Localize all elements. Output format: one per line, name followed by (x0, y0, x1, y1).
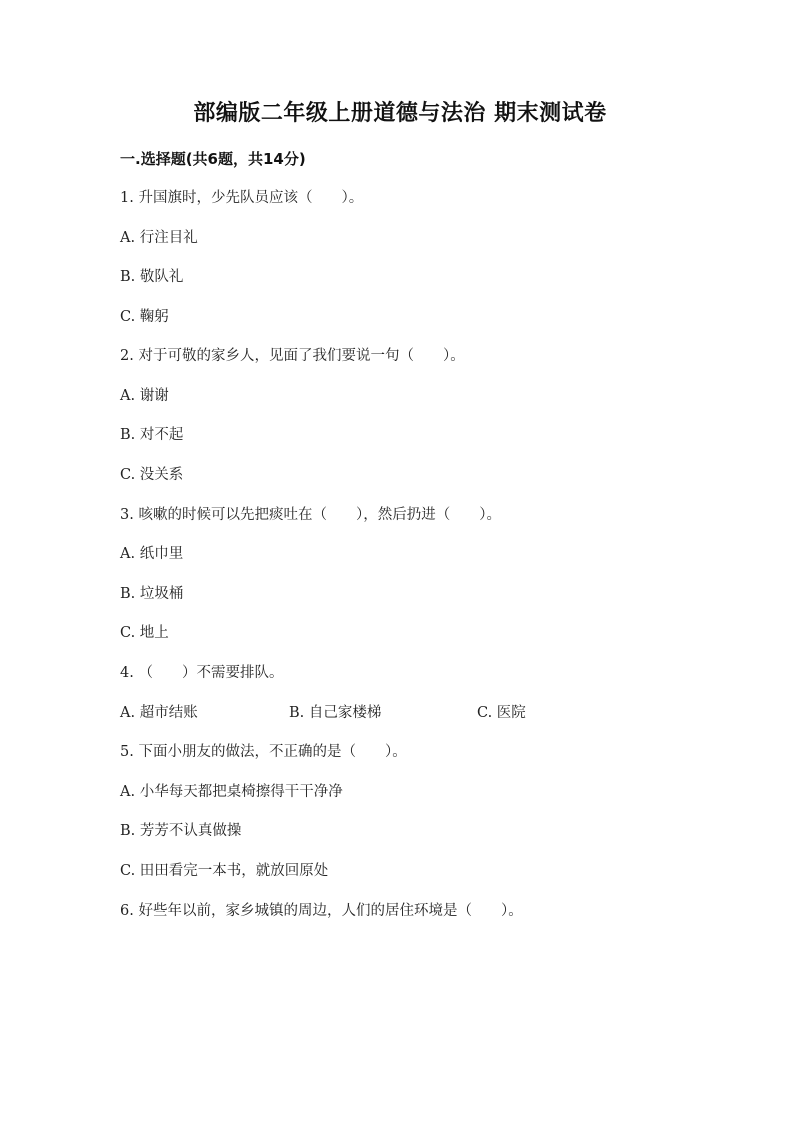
question-1-option-c: C. 鞠躬 (120, 309, 169, 325)
page-title: 部编版二年级上册道德与法治 期末测试卷 (193, 101, 607, 126)
question-3-stem: 3. 咳嗽的时候可以先把痰吐在（ ），然后扔进（ ）。 (120, 507, 501, 523)
question-1-stem: 1. 升国旗时，少先队员应该（ ）。 (120, 190, 364, 206)
question-3-option-a: A. 纸巾里 (120, 546, 184, 562)
question-5-option-a: A. 小华每天都把桌椅擦得干干净净 (120, 784, 343, 800)
section-heading: 一.选择题(共6题，共14分) (120, 150, 306, 168)
question-5-option-c: C. 田田看完一本书，就放回原处 (120, 863, 329, 879)
question-2-option-b: B. 对不起 (120, 427, 184, 443)
question-1-option-a: A. 行注目礼 (120, 230, 198, 246)
question-3-option-b: B. 垃圾桶 (120, 586, 184, 602)
question-4-option-a: A. 超市结账 (120, 705, 198, 721)
question-3-option-c: C. 地上 (120, 625, 169, 641)
question-5-option-b: B. 芳芳不认真做操 (120, 823, 242, 839)
question-5-stem: 5. 下面小朋友的做法，不正确的是（ ）。 (120, 744, 407, 760)
question-4-option-b: B. 自己家楼梯 (289, 705, 382, 721)
question-1-option-b: B. 敬队礼 (120, 269, 184, 285)
question-6-stem: 6. 好些年以前，家乡城镇的周边，人们的居住环境是（ ）。 (120, 903, 523, 919)
question-4-option-c: C. 医院 (477, 705, 526, 721)
question-2-option-c: C. 没关系 (120, 467, 184, 483)
question-4-stem: 4. （ ）不需要排队。 (120, 665, 284, 681)
question-2-option-a: A. 谢谢 (120, 388, 169, 404)
question-2-stem: 2. 对于可敬的家乡人，见面了我们要说一句（ ）。 (120, 348, 465, 364)
